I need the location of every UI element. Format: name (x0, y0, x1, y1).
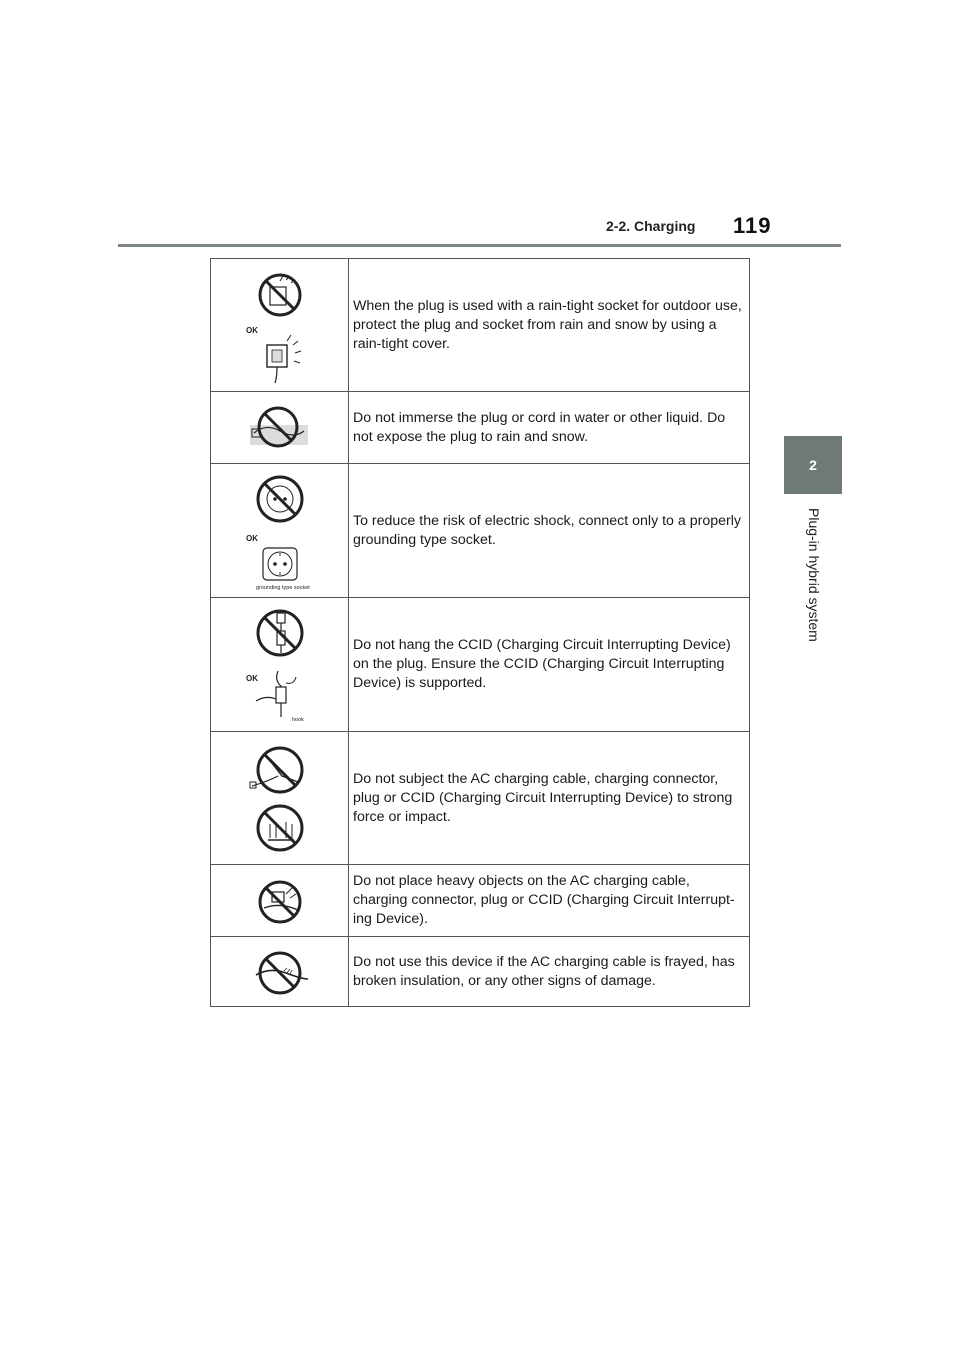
illustration-cell (211, 392, 349, 464)
table-row (211, 865, 750, 937)
warning-text: Do not hang the CCID (Charging Circuit Interrupting Device) on the plug. Ensure the CCID (Charging Circuit Interrupting Device) is supported. (349, 598, 750, 732)
table-row (211, 598, 750, 732)
chapter-number: 2 (809, 457, 817, 473)
socket-caption: grounding type socket (255, 584, 310, 591)
illustration-cell (211, 937, 349, 1007)
no-heavy-objects-icon (240, 876, 320, 926)
illustration-cell (211, 732, 349, 865)
rain-tight-socket-icon (240, 265, 320, 385)
warning-text: Do not subject the AC charging cable, charging connector, plug or CCID (Charging Circuit Interrupting Device) to strong force or impact. (349, 732, 750, 865)
section-title: 2-2. Charging (606, 218, 696, 234)
warning-text: When the plug is used with a rain-tight socket for outdoor use, protect the plug and socket from rain and snow by using a rain-tight cover. (349, 259, 750, 392)
no-water-immersion-icon (240, 403, 320, 453)
table-row (211, 392, 750, 464)
warning-table (210, 258, 750, 1007)
no-impact-icon (240, 738, 320, 858)
chapter-label-text: Plug-in hybrid system (806, 508, 822, 642)
ok-label: OK (245, 533, 258, 543)
chapter-label (803, 508, 825, 658)
page-number: 119 (733, 213, 772, 238)
table-row (211, 259, 750, 392)
table-row (211, 464, 750, 598)
no-damaged-cable-icon (240, 947, 320, 997)
hook-caption: hook (291, 716, 304, 723)
warning-text: To reduce the risk of electric shock, connect only to a properly grounding type socket. (349, 464, 750, 598)
ccid-hook-icon (240, 603, 320, 727)
illustration-cell (211, 598, 349, 732)
warning-text: Do not use this device if the AC charging cable is frayed, has broken insulation, or any other signs of damage. (349, 937, 750, 1007)
header-divider (118, 244, 841, 247)
illustration-cell (211, 865, 349, 937)
warning-text: Do not place heavy objects on the AC charging cable, charging connector, plug or CCID (Charging Circuit Interrupt-ing Device). (349, 865, 750, 937)
table-row (211, 937, 750, 1007)
ok-label: OK (245, 326, 258, 335)
warning-text: Do not immerse the plug or cord in water or other liquid. Do not expose the plug to rain and snow. (349, 392, 750, 464)
grounding-socket-icon (240, 469, 320, 593)
table-row (211, 732, 750, 865)
ok-label: OK (245, 673, 258, 683)
illustration-cell (211, 464, 349, 598)
illustration-cell (211, 259, 349, 392)
